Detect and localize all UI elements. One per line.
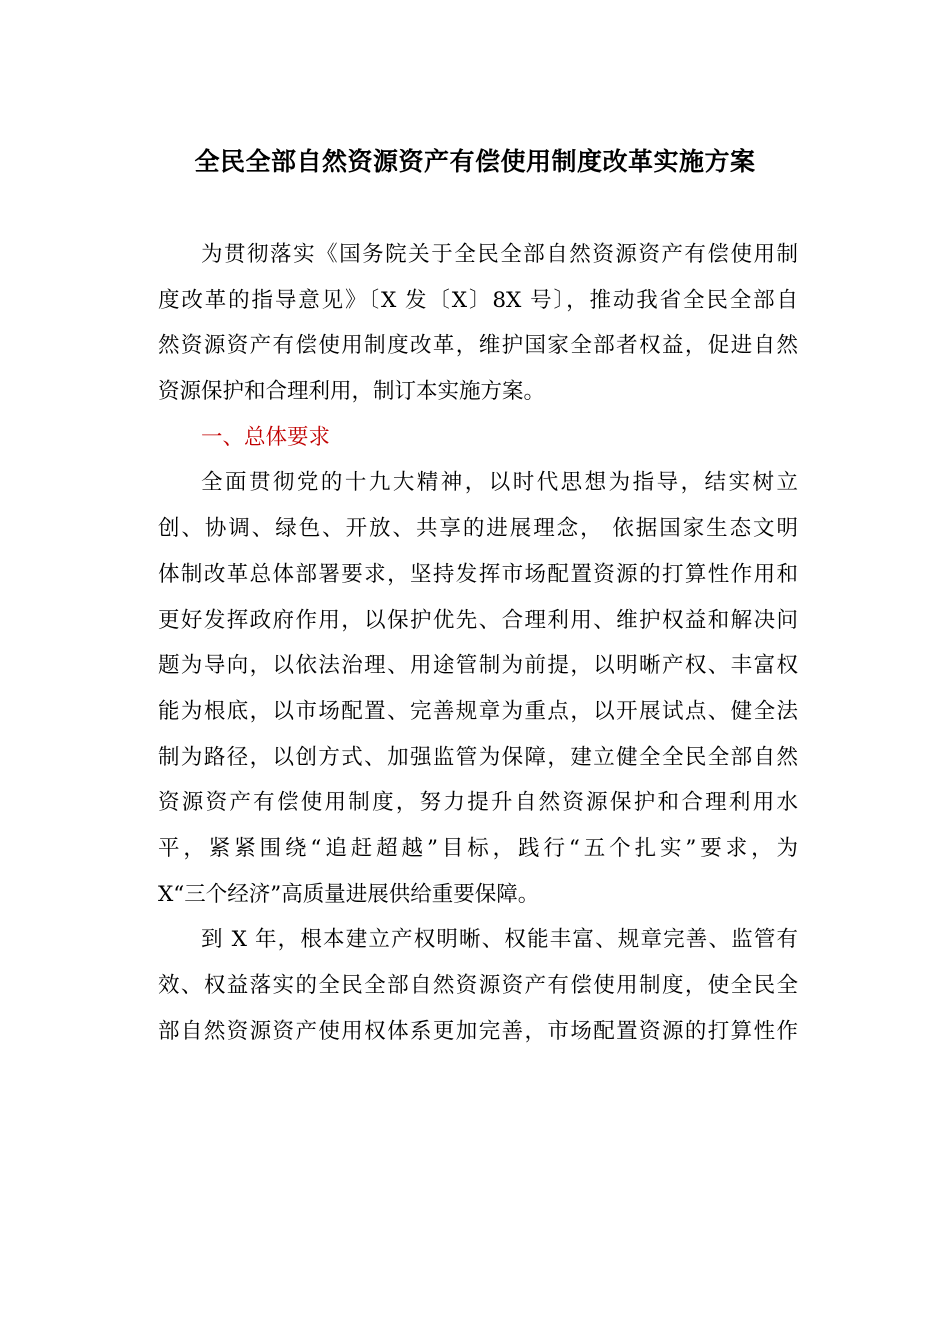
paragraph-line: 度改革的指导意见》〔X 发〔X〕8X 号〕，推动我省全民全部自 [158, 287, 798, 313]
paragraph-line: 平，紧紧围绕“追赶超越”目标，践行“五个扎实”要求，为 [158, 835, 798, 861]
paragraph-line: 到 X 年，根本建立产权明晰、权能丰富、规章完善、监管有 [201, 927, 798, 953]
document-title: 全民全部自然资源资产有偿使用制度改革实施方案 [194, 147, 756, 176]
paragraph-line: 制为路径，以创方式、加强监管为保障，建立健全全民全部自然 [158, 744, 798, 770]
paragraph-line: 资源资产有偿使用制度，努力提升自然资源保护和合理利用水 [158, 790, 798, 816]
paragraph-line: 部自然资源资产使用权体系更加完善，市场配置资源的打算性作 [158, 1018, 798, 1044]
paragraph-line: 资源保护和合理利用，制订本实施方案。 [158, 379, 546, 405]
paragraph-line: 体制改革总体部署要求，坚持发挥市场配置资源的打算性作用和 [158, 561, 798, 587]
paragraph-line: X“三个经济”高质量进展供给重要保障。 [158, 881, 540, 907]
paragraph-line: 题为导向，以依法治理、用途管制为前提，以明晰产权、丰富权 [158, 653, 798, 679]
document-body [158, 232, 798, 1054]
paragraph-line: 更好发挥政府作用，以保护优先、合理利用、维护权益和解决问 [158, 607, 798, 633]
paragraph-line: 创、协调、绿色、开放、共享的进展理念， 依据国家生态文明 [158, 516, 798, 542]
paragraph-line: 然资源资产有偿使用制度改革，维护国家全部者权益，促进自然 [158, 333, 798, 359]
paragraph-line: 能为根底，以市场配置、完善规章为重点，以开展试点、健全法 [158, 698, 798, 724]
section-heading-text: 一、总体要求 [201, 424, 331, 450]
goals-paragraph [158, 917, 798, 1054]
section-heading [158, 415, 798, 461]
requirements-paragraph [158, 460, 798, 917]
intro-paragraph [158, 232, 798, 415]
paragraph-line: 效、权益落实的全民全部自然资源资产有偿使用制度，使全民全 [158, 973, 798, 998]
paragraph-line: 全面贯彻党的十九大精神，以时代思想为指导，结实树立 [201, 470, 798, 496]
paragraph-line: 为贯彻落实《国务院关于全民全部自然资源资产有偿使用制 [201, 242, 798, 267]
